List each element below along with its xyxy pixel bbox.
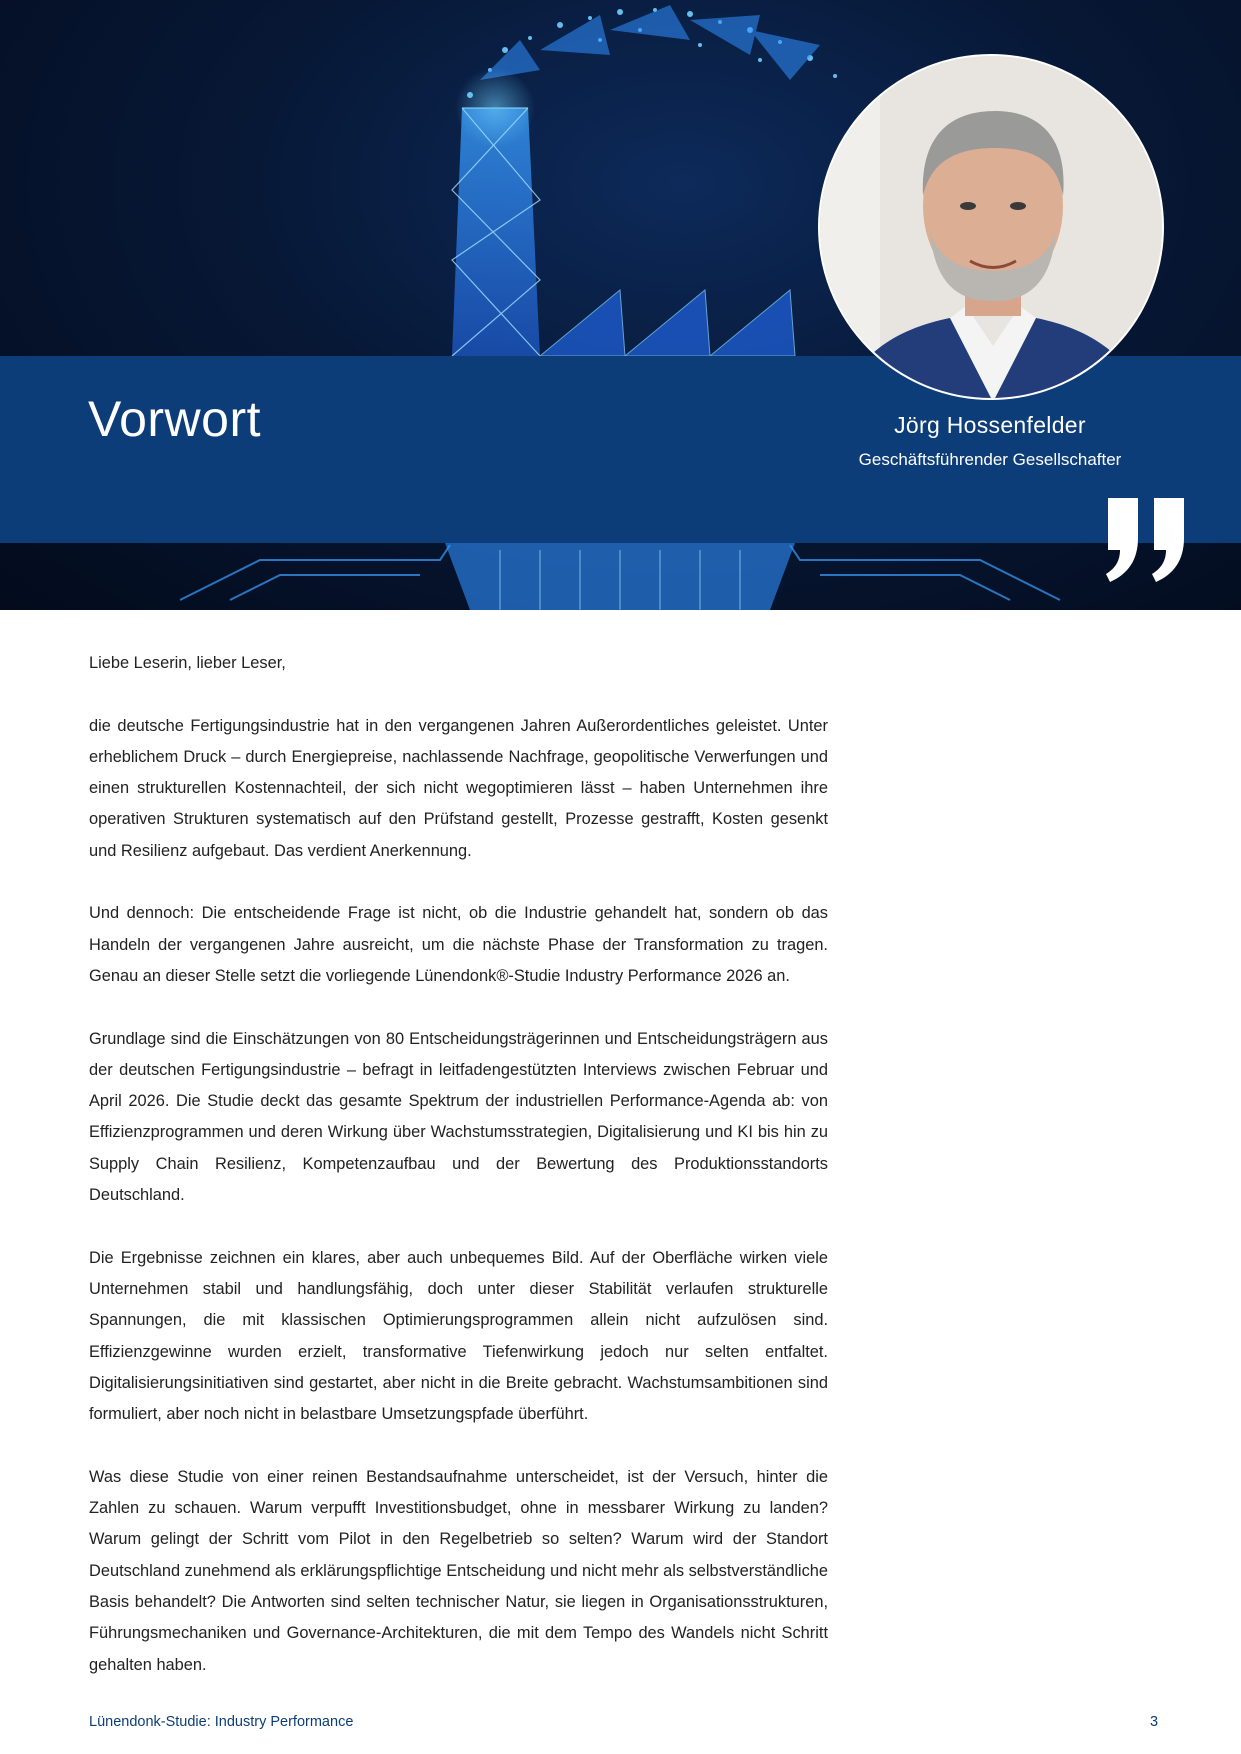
paragraph: Und dennoch: Die entscheidende Frage ist nicht, ob die Industrie gehandelt hat, sondern ob das Handeln der vergangenen Jahre ausreicht, um die nächste Phase der Transformation zu tragen. Genau an dieser Stelle setzt die vorliegende Lünendonk®-Studie Industry Performance 2026 an. [89, 904, 828, 985]
footer-title: Lünendonk-Studie: Industry Performance [89, 1714, 354, 1730]
paragraph: Grundlage sind die Einschätzungen von 80 Entscheidungsträgerinnen und Entscheidungsträgern aus der deutschen Fertigungsindustrie – befragt in leitfadengestützten Interviews zwischen Februar und April 2026. Die Studie deckt das gesamte Spektrum der industriellen Performance-Agenda ab: von Effizienzprogrammen und deren Wirkung über Wachstumsstrategien, Digitalisierung und KI bis hin zu Supply Chain Resilienz, Kompetenzaufbau und der Bewertung des Produktionsstandorts Deutschland. [89, 1029, 828, 1205]
page-title: Vorwort [88, 391, 262, 447]
paragraph: die deutsche Fertigungsindustrie hat in den vergangenen Jahren Außerordentliches geleistet. Unter erheblichem Druck – durch Energiepreise, nachlassende Nachfrage, geopolitische Verwerfungen und einen strukturellen Kostennachteil, der sich nicht wegoptimieren lässt – haben Unternehmen ihre operativen Strukturen systematisch auf den Prüfstand gestellt, Prozesse gestrafft, Kosten gesenkt und Resilienz aufgebaut. Das verdient Anerkennung. [89, 716, 828, 860]
foreword-text [89, 648, 828, 1712]
paragraph: Die Ergebnisse zeichnen ein klares, aber auch unbequemes Bild. Auf der Oberfläche wirken viele Unternehmen stabil und handlungsfähig, doch unter dieser Stabilität verlaufen strukturelle Spannungen, die mit klassischen Optimierungsprogrammen allein nicht aufzulösen sind. Effizienzgewinne wurden erzielt, transformative Tiefenwirkung jedoch nur selten entfaltet. Digitalisierungsinitiativen sind gestartet, aber nicht in die Breite gebracht. Wachstumsambitionen sind formuliert, aber noch nicht in belastbare Umsetzungspfade überführt. [89, 1248, 828, 1424]
author-role: Geschäftsführender Gesellschafter [858, 450, 1122, 469]
author-name: Jörg Hossenfelder [894, 412, 1086, 438]
page-number: 3 [1150, 1714, 1159, 1730]
closing-quote-icon [1102, 498, 1192, 582]
portrait-photo [818, 54, 1164, 400]
paragraph: Was diese Studie von einer reinen Bestandsaufnahme unterscheidet, ist der Versuch, hinter die Zahlen zu schauen. Warum verpufft Investitionsbudget, ohne in messbarer Wirkung zu landen? Warum gelingt der Schritt vom Pilot in den Regelbetrieb so selten? Warum wird der Standort Deutschland zunehmend als erklärungspflichtige Entscheidung und nicht mehr als selbstverständliche Basis behandelt? Die Antworten sind selten technischer Natur, sie liegen in Organisationsstrukturen, Führungsmechaniken und Governance-Architekturen, die mit dem Tempo des Wandels nicht Schritt gehalten haben. [89, 1467, 828, 1674]
greeting: Liebe Leserin, lieber Leser, [89, 654, 286, 672]
